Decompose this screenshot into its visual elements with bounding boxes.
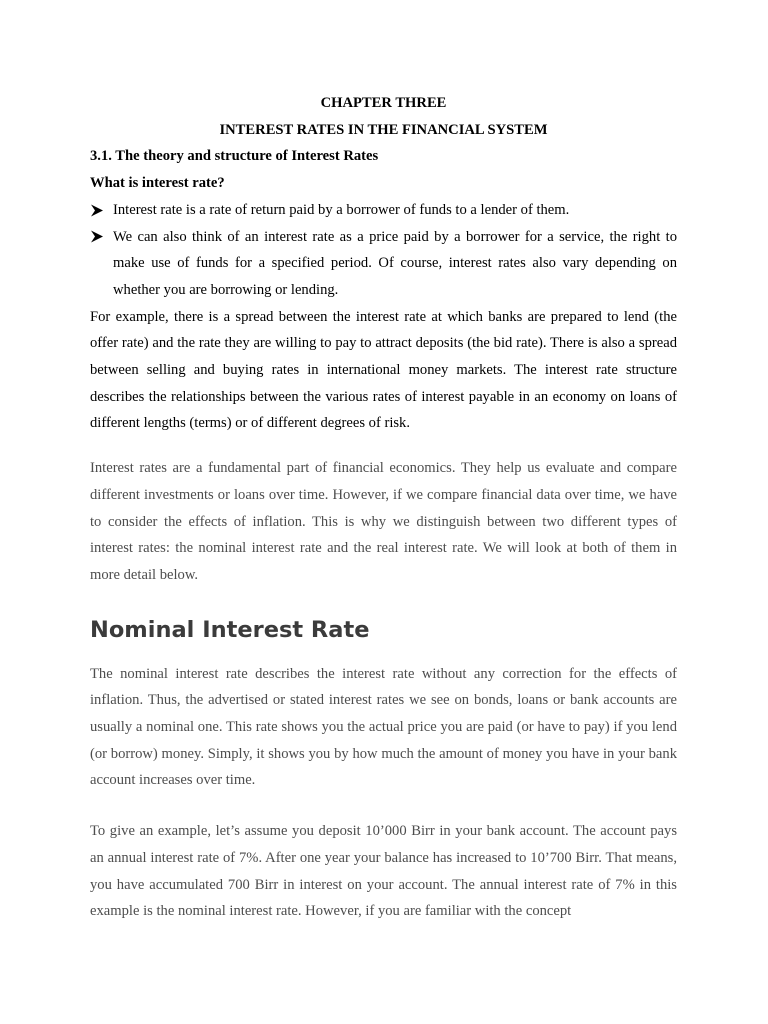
nominal-example-paragraph: To give an example, let’s assume you deposit 10’000 Birr in your bank account. The account pays an annual interest rate of 7%. After one year your balance has increased to 10’700 Birr. That means, you have accumulated 700 Birr in interest on your account. The annual interest rate of 7% in this example is the nominal interest rate. However, if you are familiar with the concept	[90, 823, 677, 920]
nominal-rate-heading: Nominal Interest Rate	[90, 616, 370, 643]
bullet-text: We can also think of an interest rate as a price paid by a borrower for a service, the right to make use of funds for a specified period. Of course, interest rates also vary depending on whether you are borrowing or lending.	[113, 228, 677, 298]
arrowhead-bullet-icon	[90, 224, 113, 251]
bullet-item	[90, 197, 677, 224]
section-heading: 3.1. The theory and structure of Interest Rates	[90, 148, 379, 165]
chapter-title: CHAPTER THREE	[320, 95, 447, 111]
chapter-subtitle: INTEREST RATES IN THE FINANCIAL SYSTEM	[219, 121, 548, 138]
section-question: What is interest rate?	[90, 175, 225, 192]
bullet-text: Interest rate is a rate of return paid by a borrower of funds to a lender of them.	[113, 201, 570, 218]
bullet-item	[90, 224, 677, 304]
document-page	[90, 90, 677, 925]
example-paragraph: For example, there is a spread between the interest rate at which banks are prepared to lend (the offer rate) and the rate they are willing to pay to attract deposits (the bid rate). There is also a spread between selling and buying rates in international money markets. The interest rate structure describes the relationships between the various rates of interest payable in an economy on loans of different lengths (terms) or of different degrees of risk.	[90, 308, 677, 432]
intro-paragraph: Interest rates are a fundamental part of financial economics. They help us evaluate and compare different investments or loans over time. However, if we compare financial data over time, we have to consider the effects of inflation. This is why we distinguish between two different types of interest rates: the nominal interest rate and the real interest rate. We will look at both of them in more detail below.	[90, 460, 677, 583]
arrowhead-bullet-icon	[90, 197, 113, 224]
nominal-definition-paragraph: The nominal interest rate describes the interest rate without any correction for the effects of inflation. Thus, the advertised or stated interest rates we see on bonds, loans or bank accounts are usually a nominal one. This rate shows you the actual price you are paid (or have to pay) if you lend (or borrow) money. Simply, it shows you by how much the amount of money you have in your bank account increases over time.	[90, 665, 677, 789]
